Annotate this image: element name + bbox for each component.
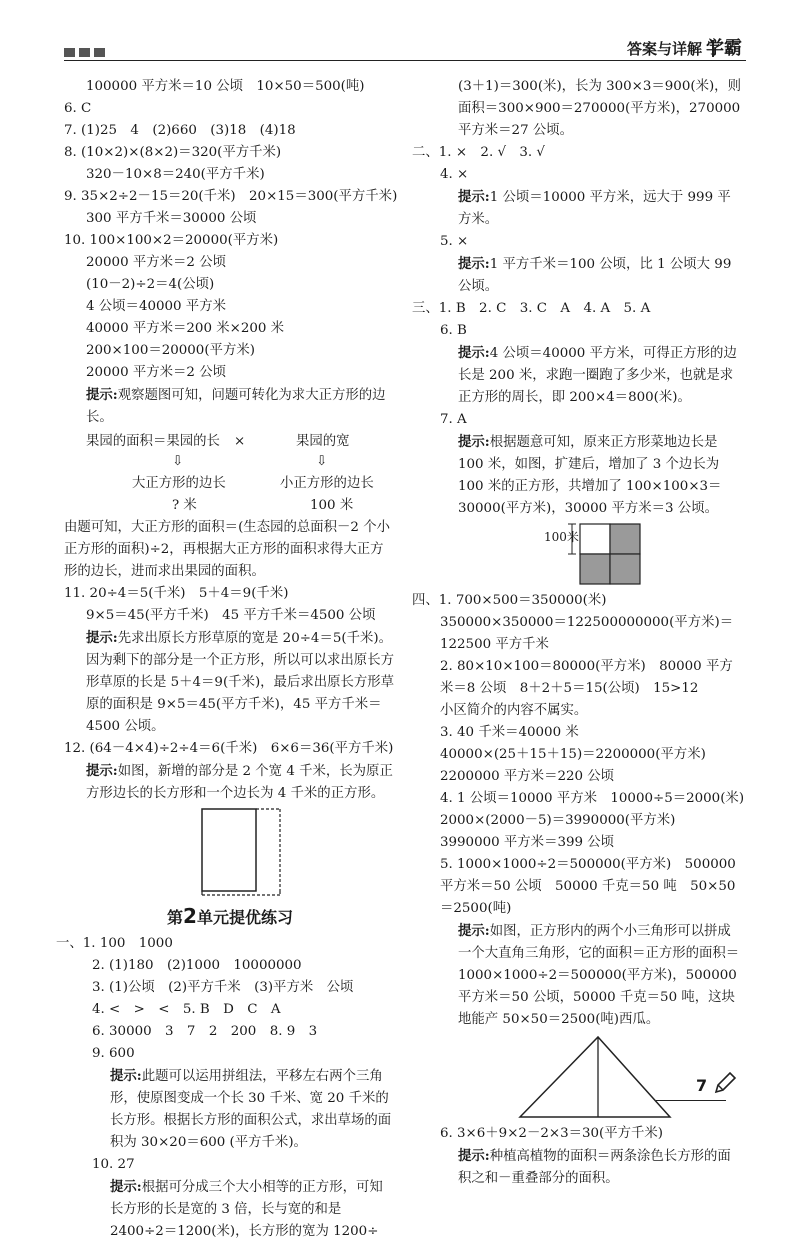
square-extension-figure	[64, 805, 396, 901]
hint-label: 提示:	[86, 763, 118, 779]
right-column	[412, 76, 745, 1190]
answer-line: 2. (1)180 (2)1000 10000000	[92, 958, 302, 973]
hint-label: 提示:	[110, 1179, 142, 1195]
answer-line: 4. ×	[440, 167, 469, 182]
answer-line: 40000×(25＋15＋15)＝2200000(平方米)	[440, 747, 706, 762]
hint-paragraph	[64, 760, 396, 805]
section-title: 第2单元提优练习	[167, 904, 293, 928]
diagram-orchard-area: 果园的面积＝果园的长	[86, 434, 220, 449]
diagram-unknown-meters: ? 米	[172, 498, 197, 513]
diagram-big-square-side: 大正方形的边长	[132, 476, 226, 491]
hint-text: 如图，正方形内的两个小三角形可以拼成一个大直角三角形，它的面积＝正方形的面积＝1000×1000÷2＝500000(平方米)，500000 平方米＝50 公顷，50000 千克＝50 吨，这块地能产 50×50＝2500(吨)西瓜。	[458, 924, 740, 1027]
answer-line: (10－2)÷2＝4(公顷)	[86, 277, 215, 292]
answer-line: 小区简介的内容不属实。	[440, 703, 588, 718]
answer-paragraph: (3＋1)＝300(米)，长为 300×3＝900(米)，则面积＝300×900＝270000(平方米)，270000 平方米＝27 公顷。	[458, 79, 741, 138]
grid-figure	[412, 520, 742, 590]
hint-text: 根据可分成三个大小相等的正方形，可知长方形的长是宽的 3 倍，长与宽的和是 2400÷2＝1200(米)，长方形的宽为 1200÷	[110, 1180, 383, 1239]
hint-paragraph	[412, 342, 742, 409]
hint-label: 提示:	[458, 189, 490, 205]
hint-label: 提示:	[458, 434, 490, 450]
hint-paragraph	[64, 627, 396, 738]
answer-line: 40000 平方米＝200 米×200 米	[86, 321, 285, 336]
answer-paragraph: 350000×350000＝122500000000(平方米)＝122500 平方千米	[440, 615, 734, 652]
answer-line: 7. A	[440, 412, 467, 427]
figure-label: 100米	[544, 530, 579, 544]
hint-text: 4 公顷＝40000 平方米，可得正方形的边长是 200 米，求跑一圈跑了多少米，也就是求正方形的周长，即 200×4＝800(米)。	[458, 346, 737, 405]
answer-line: 二、1. × 2. √ 3. √	[412, 145, 545, 160]
hint-paragraph	[412, 186, 742, 231]
header-brand: 学霸	[706, 38, 742, 59]
answer-line: 100000 平方米＝10 公顷 10×50＝500(吨)	[86, 79, 365, 94]
answer-line: 9. 35×2÷2－15＝20(千米) 20×15＝300(平方千米)	[64, 189, 398, 204]
header-rule	[64, 60, 746, 61]
answer-line: 3. (1)公顷 (2)平方千米 (3)平方米 公顷	[92, 980, 354, 995]
answer-paragraph: 2. 80×10×100＝80000(平方米) 80000 平方米＝8 公顷 8＋2＋5＝15(公顷) 15>12	[440, 659, 733, 696]
hint-text: 根据题意可知，原来正方形菜地边长是 100 米，如图，扩建后，增加了 3 个边长为 100 米的正方形，共增加了 100×100×3＝30000(平方米)，30000 平方米＝3 公顷。	[458, 435, 722, 516]
hint-paragraph	[64, 1176, 396, 1243]
hint-label: 提示:	[86, 630, 118, 646]
hint-paragraph	[412, 920, 742, 1031]
hint-label: 提示:	[458, 923, 490, 939]
hint-label: 提示:	[458, 345, 490, 361]
answer-line: 9×5＝45(平方千米) 45 平方千米＝4500 公顷	[86, 608, 376, 623]
footer-rule	[656, 1100, 726, 1101]
answer-line: 四、1. 700×500＝350000(米)	[412, 593, 607, 608]
hint-paragraph	[412, 1145, 742, 1190]
hint-paragraph	[64, 384, 396, 429]
field-expansion-figure	[412, 520, 742, 590]
answer-line: 2000×(2000－5)＝3990000(平方米)	[440, 813, 676, 828]
hint-paragraph	[64, 1065, 396, 1154]
hint-text: 如图，新增的部分是 2 个宽 4 千米，长为原正方形边长的长方形和一个边长为 4 千米的正方形。	[86, 764, 393, 801]
hint-label: 提示:	[458, 256, 490, 272]
answer-line: 一、1. 100 1000	[56, 936, 173, 951]
diagram-times-sign: ×	[234, 434, 246, 449]
answer-line: 6. B	[440, 323, 467, 338]
header-squares	[64, 48, 105, 57]
explanation-paragraph: 由题可知，大正方形的面积＝(生态园的总面积－2 个小正方形的面积)÷2，再根据大正方形的面积求得大正方形的边长，进而求出果园的面积。	[64, 520, 390, 579]
answer-line: 5. ×	[440, 234, 469, 249]
answer-line: 200×100＝20000(平方米)	[86, 343, 255, 358]
page-header	[0, 0, 800, 62]
diagram-100-meters: 100 米	[310, 498, 354, 513]
orchard-relation-diagram	[64, 429, 396, 539]
answer-line: 7. (1)25 4 (2)660 (3)18 (4)18	[64, 123, 296, 138]
answer-paragraph: 5. 1000×1000÷2＝500000(平方米) 500000 平方米＝50 公顷 50000 千克＝50 吨 50×50＝2500(吨)	[440, 857, 736, 916]
hint-text: 观察题图可知，问题可转化为求大正方形的边长。	[86, 388, 386, 425]
page-number: 7	[696, 1076, 708, 1095]
hint-text: 此题可以运用拼组法，平移左右两个三角形，使原图变成一个长 30 千米、宽 20 千米的长方形。根据长方形的面积公式，求出草场的面积为 30×20＝600 (平方千米)。	[110, 1069, 392, 1150]
answer-line: 20000 平方米＝2 公顷	[86, 365, 226, 380]
arrow-down-icon: ⇩	[172, 454, 184, 469]
answer-line: 12. (64－4×4)÷2÷4＝6(千米) 6×6＝36(平方千米)	[64, 741, 394, 756]
answer-line: 三、1. B 2. C 3. C A 4. A 5. A	[412, 301, 651, 316]
left-column	[56, 76, 398, 1243]
answer-line: 6. C	[64, 101, 92, 116]
diagram-orchard-width: 果园的宽	[296, 434, 350, 449]
hint-text: 1 平方千米＝100 公顷，比 1 公顷大 99 公顷。	[458, 257, 732, 294]
answer-line: 9. 600	[92, 1046, 135, 1061]
hint-label: 提示:	[86, 387, 118, 403]
answer-line: 320－10×8＝240(平方千米)	[86, 167, 265, 182]
answer-line: 11. 20÷4＝5(千米) 5＋4＝9(千米)	[64, 586, 289, 601]
hint-paragraph	[412, 253, 742, 298]
answer-line: 3990000 平方米＝399 公顷	[440, 835, 615, 850]
hint-text: 1 公顷＝10000 平方米，远大于 999 平方米。	[458, 190, 731, 227]
answer-line: 300 平方千米＝30000 公顷	[86, 211, 257, 226]
answer-line: 6. 3×6＋9×2－2×3＝30(平方千米)	[440, 1126, 664, 1141]
answer-line: 10. 100×100×2＝20000(平方米)	[64, 233, 279, 248]
answer-line: 8. (10×2)×(8×2)＝320(平方千米)	[64, 145, 282, 160]
answer-line: 10. 27	[92, 1157, 135, 1172]
answer-line: 4. 1 公顷＝10000 平方米 10000÷5＝2000(米)	[440, 791, 745, 806]
pencil-icon	[712, 1070, 738, 1096]
answer-line: 4 公顷＝40000 平方米	[86, 299, 226, 314]
answer-line: 4. < > < 5. B D C A	[92, 1002, 281, 1017]
hint-label: 提示:	[110, 1068, 142, 1084]
header-title: 答案与详解	[626, 40, 702, 58]
diagram-small-square-side: 小正方形的边长	[280, 476, 374, 491]
hint-paragraph	[412, 431, 742, 520]
answer-line: 3. 40 千米＝40000 米	[440, 725, 579, 740]
arrow-down-icon: ⇩	[316, 454, 328, 469]
hint-label: 提示:	[458, 1148, 490, 1164]
hint-text: 种植高植物的面积＝两条涂色长方形的面积之和－重叠部分的面积。	[458, 1149, 731, 1186]
triangle-in-square-figure	[412, 1031, 742, 1123]
answer-line: 2200000 平方米＝220 公顷	[440, 769, 615, 784]
answer-line: 6. 30000 3 7 2 200 8. 9 3	[92, 1024, 318, 1039]
hint-text: 先求出原长方形草原的宽是 20÷4＝5(千米)。因为剩下的部分是一个正方形，所以可以求出原长方形草原的长是 5＋4＝9(千米)，最后求出原长方形草原的面积是 9×5＝45(平方千米)，45 平方千米＝4500 公顷。	[86, 631, 395, 734]
answer-line: 20000 平方米＝2 公顷	[86, 255, 226, 270]
